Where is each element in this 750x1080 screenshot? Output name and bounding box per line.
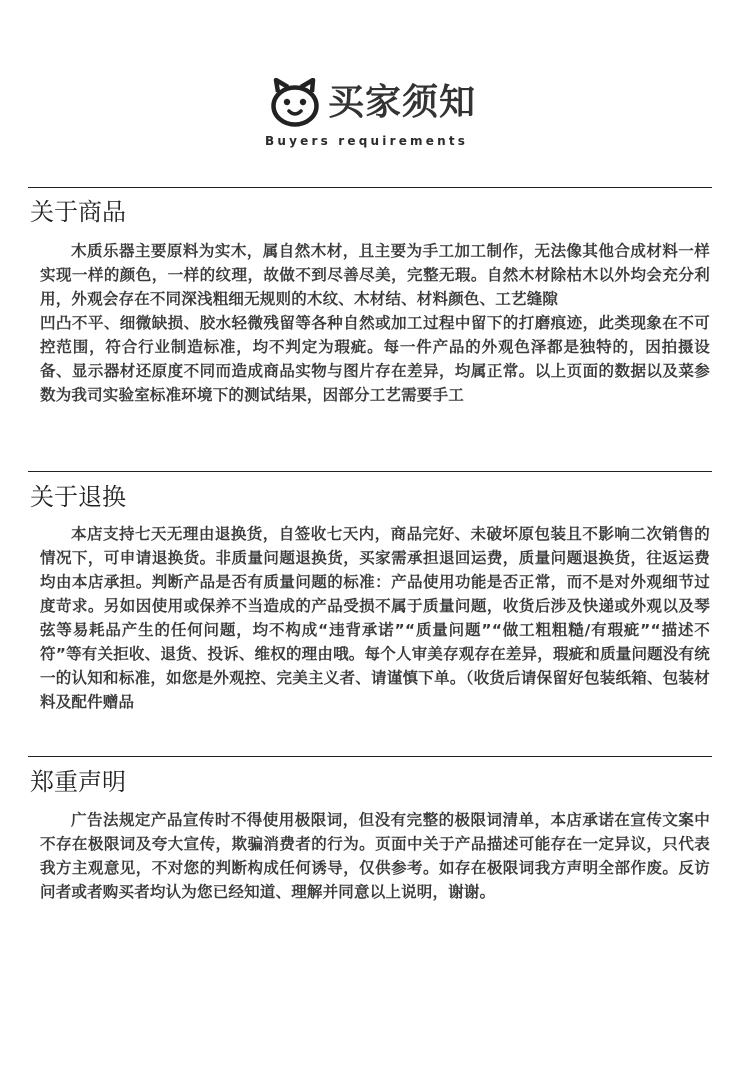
paragraph: 木质乐器主要原料为实木，属自然木材，且主要为手工加工制作，无法像其他合成材料一样实现一样的颜色，一样的纹理，故做不到尽善尽美，完整无瑕。自然木材除枯木以外均会充分利用，外观会存在不同深浅粗细无规则的木纹、木材结、材料颜色、工艺缝隙 [40, 242, 710, 308]
paragraph: 本店支持七天无理由退换货，自签收七天内，商品完好、未破坏原包装且不影响二次销售的情况下，可申请退换货。非质量问题退换货，买家需承担退回运费，质量问题退换货，往返运费均由本店承担。判断产品是否有质量问题的标准：产品使用功能是否正常，而不是对外观细节过度苛求。另如因使用或保养不当造成的产品受损不属于质量问题，收货后涉及快递或外观以及琴弦等易耗品产生的任何问题，均不构成“违背承诺”“质量问题”“做工粗粗糙/有瑕疵”“描述不符”等有关拒收、退货、投诉、维权的理由哦。每个人审美存观存在差异，瑕疵和质量问题没有统一的认知和标准，如您是外观控、完美主义者、请谨慎下单。（收货后请保留好包装纸箱、包装材料及配件赠品 [40, 525, 710, 711]
page-subtitle: Buyers requirements [265, 134, 469, 148]
pig-face-icon [268, 78, 322, 128]
section-divider [28, 471, 712, 472]
header [0, 0, 750, 185]
section-body-returns [40, 522, 710, 714]
section-title-statement: 郑重声明 [30, 768, 126, 796]
section-divider [28, 756, 712, 757]
paragraph: 凹凸不平、细微缺损、胶水轻微残留等各种自然或加工过程中留下的打磨痕迹，此类现象在不可控范围，符合行业制造标准，均不判定为瑕疵。每一件产品的外观色泽都是独特的，因拍摄设备、显示器材还原度不同而造成商品实物与图片存在差异，均属正常。以上页面的数据以及菜参数为我司实验室标准环境下的测试结果，因部分工艺需要手工 [40, 314, 710, 404]
logo-row [268, 78, 476, 128]
section-title-product: 关于商品 [30, 198, 126, 226]
section-body-product [40, 239, 710, 407]
paragraph: 广告法规定产品宣传时不得使用极限词，但没有完整的极限词清单，本店承诺在宣传文案中不存在极限词及夸大宣传，欺骗消费者的行为。页面中关于产品描述可能存在一定异议，只代表我方主观意见，不对您的判断构成任何诱导，仅供参考。如存在极限词我方声明全部作废。反访问者或者购买者均认为您已经知道、理解并同意以上说明，谢谢。 [40, 811, 710, 901]
page-title: 买家须知 [328, 82, 477, 123]
section-body-statement [40, 808, 710, 904]
section-title-returns: 关于退换 [30, 483, 126, 511]
section-divider [28, 187, 712, 188]
